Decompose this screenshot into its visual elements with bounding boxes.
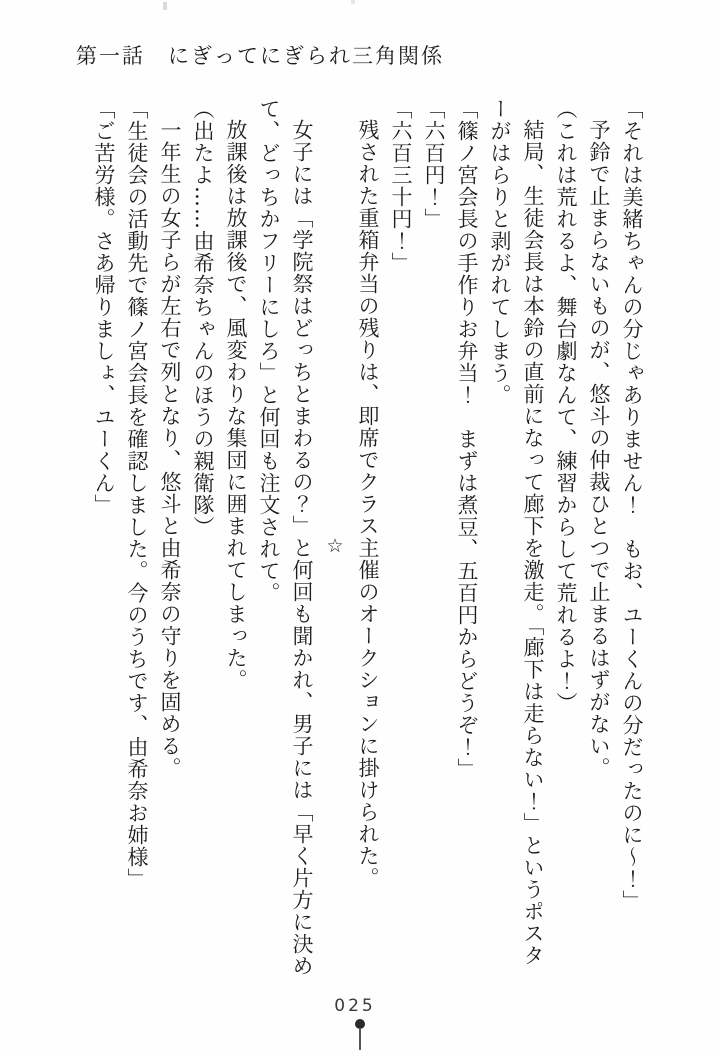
text-column: 「ご苦労様。さあ帰りましょ、ユーくん」 (92, 98, 116, 516)
text-column: 予鈴で止まらないものが、悠斗の仲裁ひとつで止まるはずがない。 (587, 119, 611, 779)
text-column: て、どっちかフリーにしろ」と何回も注文されて。 (257, 98, 281, 604)
text-column: 「それは美緒ちゃんの分じゃありません！ もお、ユーくんの分だったのに～！」 (620, 98, 644, 912)
text-column: 女子には「学院祭はどっちとまわるの？」と何回も聞かれ、男子には「早く片方に決め (290, 119, 314, 977)
chapter-header: 第一話 にぎってにぎられ三角関係 (76, 44, 444, 68)
text-column: 「篠ノ宮会長の手作りお弁当！ まずは煮豆、五百円からどうぞ！」 (455, 98, 479, 780)
text-column: 残された重箱弁当の残りは、即席でクラス主催のオークションに掛けられた。 (356, 119, 380, 889)
text-column: （出たよ……由希奈ちゃんのほうの親衛隊） (191, 98, 215, 538)
body-text (87, 98, 648, 994)
print-speck (163, 2, 167, 10)
section-divider-star: ☆ (324, 534, 346, 558)
text-column: 一年生の女子らが左右で列となり、悠斗と由希奈の守りを固める。 (158, 119, 182, 779)
page-number: 025 (334, 996, 376, 1016)
text-column: 放課後は放課後で、風変わりな集団に囲まれてしまった。 (224, 119, 248, 691)
text-column: 「六百円！」 (422, 98, 446, 230)
text-column: 結局、生徒会長は本鈴の直前になって廊下を激走。「廊下は走らない！」というポスタ (521, 119, 545, 967)
text-column: （これは荒れるよ、舞台劇なんて、練習からして荒れるよ！） (554, 98, 578, 714)
text-column: 「生徒会の活動先で篠ノ宮会長を確認しました。今のうちです、由希奈お姉様」 (125, 98, 149, 890)
text-column: ーがはらりと剥がれてしまう。 (488, 98, 512, 406)
print-speck (351, 0, 355, 4)
binding-pin-ornament (355, 1019, 365, 1029)
text-column: 「六百三十円！」 (389, 98, 413, 274)
